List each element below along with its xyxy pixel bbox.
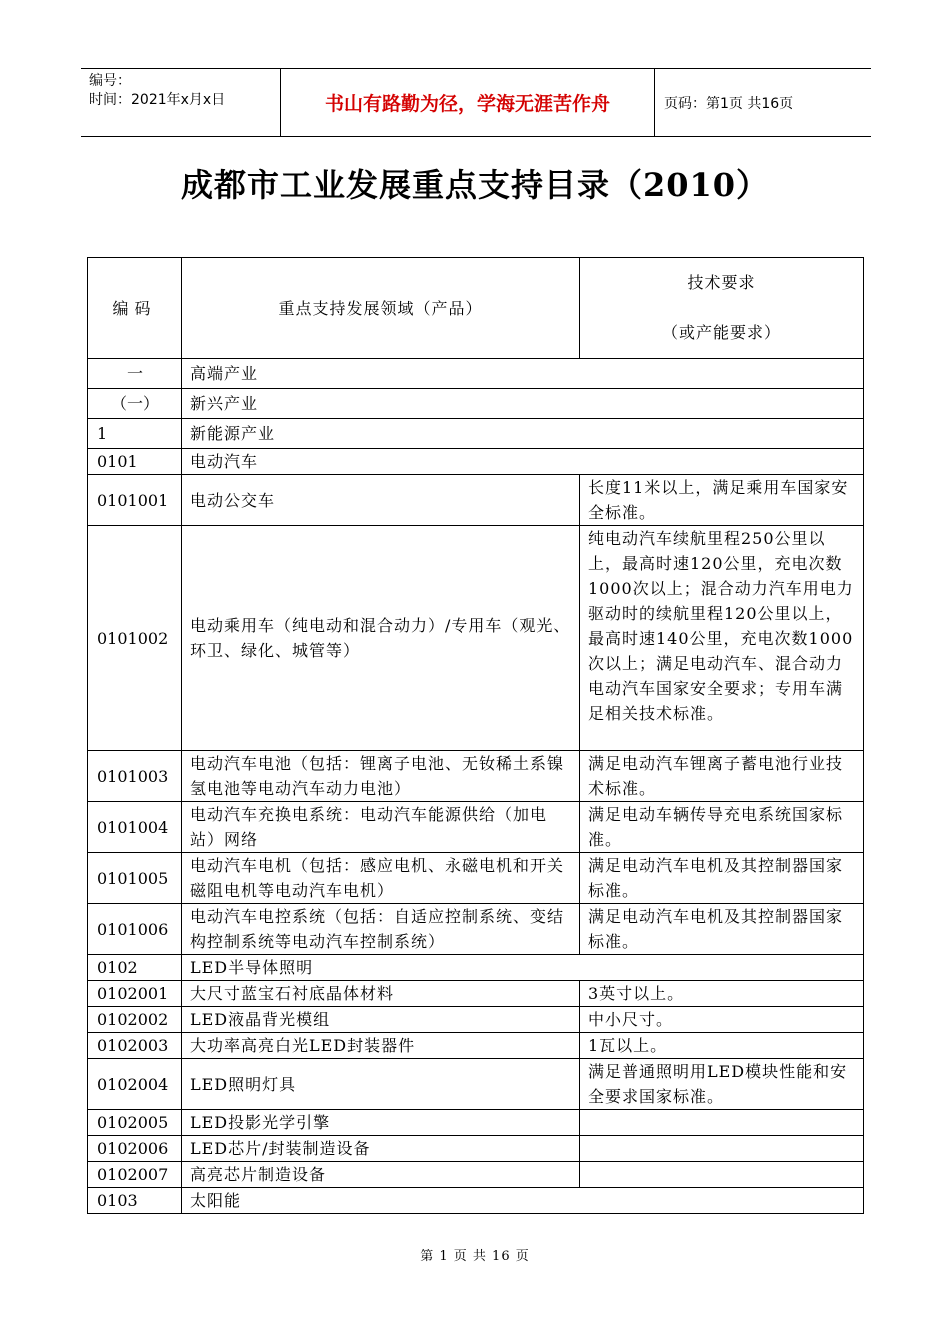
- row-name: 电动公交车: [182, 475, 580, 526]
- table-row: [88, 475, 864, 526]
- row-requirement: 满足电动汽车电机及其控制器国家标准。: [580, 904, 864, 955]
- header-page: 页码：第1页 共16页: [664, 95, 794, 112]
- row-code: 0102005: [88, 1110, 182, 1136]
- row-requirement: 满足电动汽车电机及其控制器国家标准。: [580, 853, 864, 904]
- row-requirement: 纯电动汽车续航里程250公里以上，最高时速120公里，充电次数1000次以上；混合动力汽车用电力驱动时的续航里程120公里以上，最高时速140公里，充电次数1000次以上；满足电动汽车、混合动力电动汽车国家安全要求；专用车满足相关技术标准。: [580, 526, 864, 751]
- row-name: 高亮芯片制造设备: [182, 1162, 580, 1188]
- row-code: 0102: [88, 955, 182, 981]
- row-code: 0101: [88, 449, 182, 475]
- row-name: LED液晶背光模组: [182, 1007, 580, 1033]
- support-catalog-table: [87, 257, 864, 1214]
- header-code: 编码: [88, 258, 182, 359]
- row-code: 0101006: [88, 904, 182, 955]
- table-row: [88, 1059, 864, 1110]
- table-header-row: [88, 258, 864, 359]
- row-requirement: [580, 1136, 864, 1162]
- row-code: （一）: [88, 389, 182, 419]
- table-row: [88, 419, 864, 449]
- row-name: 电动汽车充换电系统：电动汽车能源供给（加电站）网络: [182, 802, 580, 853]
- row-requirement: 长度11米以上，满足乘用车国家安全标准。: [580, 475, 864, 526]
- table-row: [88, 1162, 864, 1188]
- row-code: 1: [88, 419, 182, 449]
- row-name: LED芯片/封装制造设备: [182, 1136, 580, 1162]
- row-code: 0102007: [88, 1162, 182, 1188]
- row-requirement: 中小尺寸。: [580, 1007, 864, 1033]
- table-row: [88, 1033, 864, 1059]
- row-name: 电动汽车电池（包括：锂离子电池、无钕稀土系镍氢电池等电动汽车动力电池）: [182, 751, 580, 802]
- table-row: [88, 802, 864, 853]
- document-title: 成都市工业发展重点支持目录（2010）: [180, 166, 770, 204]
- table-row: [88, 449, 864, 475]
- row-name: LED照明灯具: [182, 1059, 580, 1110]
- row-name: 大功率高亮白光LED封装器件: [182, 1033, 580, 1059]
- row-requirement: 满足电动车辆传导充电系统国家标准。: [580, 802, 864, 853]
- header-info: [81, 69, 281, 136]
- table-row: [88, 526, 864, 751]
- table-row: [88, 853, 864, 904]
- header-motto: 书山有路勤为径，学海无涯苦作舟: [281, 69, 655, 136]
- table-row: [88, 1007, 864, 1033]
- page-footer: 第 1 页 共 16 页: [420, 1249, 530, 1264]
- row-code: 0101001: [88, 475, 182, 526]
- table-row: [88, 981, 864, 1007]
- row-code: 0102001: [88, 981, 182, 1007]
- row-name: LED投影光学引擎: [182, 1110, 580, 1136]
- row-name: 电动汽车电机（包括：感应电机、永磁电机和开关磁阻电机等电动汽车电机）: [182, 853, 580, 904]
- page-header: [81, 68, 871, 137]
- header-requirement: [580, 258, 864, 359]
- table-row: [88, 955, 864, 981]
- header-req-line1: 技术要求: [687, 273, 756, 292]
- row-requirement: 满足普通照明用LED模块性能和安全要求国家标准。: [580, 1059, 864, 1110]
- table-row: [88, 359, 864, 389]
- table-row: [88, 1188, 864, 1214]
- row-name: LED半导体照明: [182, 955, 864, 981]
- row-name: 高端产业: [182, 359, 864, 389]
- row-code: 0101005: [88, 853, 182, 904]
- row-name: 太阳能: [182, 1188, 864, 1214]
- header-field: 重点支持发展领域（产品）: [182, 258, 580, 359]
- row-code: 0101003: [88, 751, 182, 802]
- header-req-line2: （或产能要求）: [661, 323, 781, 342]
- row-requirement: 3英寸以上。: [580, 981, 864, 1007]
- table-row: [88, 904, 864, 955]
- row-code: 一: [88, 359, 182, 389]
- row-code: 0102002: [88, 1007, 182, 1033]
- row-code: 0103: [88, 1188, 182, 1214]
- table-row: [88, 1110, 864, 1136]
- row-name: 电动汽车: [182, 449, 864, 475]
- row-requirement: [580, 1162, 864, 1188]
- row-name: 电动乘用车（纯电动和混合动力）/专用车（观光、环卫、绿化、城管等）: [182, 526, 580, 751]
- row-requirement: 1瓦以上。: [580, 1033, 864, 1059]
- row-code: 0102006: [88, 1136, 182, 1162]
- row-name: 大尺寸蓝宝石衬底晶体材料: [182, 981, 580, 1007]
- table-row: [88, 1136, 864, 1162]
- row-name: 新兴产业: [182, 389, 864, 419]
- header-number: 编号：: [89, 73, 131, 89]
- row-name: 电动汽车电控系统（包括：自适应控制系统、变结构控制系统等电动汽车控制系统）: [182, 904, 580, 955]
- row-code: 0101002: [88, 526, 182, 751]
- row-code: 0101004: [88, 802, 182, 853]
- row-name: 新能源产业: [182, 419, 864, 449]
- header-date: 时间：2021年x月x日: [89, 92, 226, 108]
- table-row: [88, 389, 864, 419]
- row-code: 0102003: [88, 1033, 182, 1059]
- row-requirement: 满足电动汽车锂离子蓄电池行业技术标准。: [580, 751, 864, 802]
- row-requirement: [580, 1110, 864, 1136]
- table-row: [88, 751, 864, 802]
- row-code: 0102004: [88, 1059, 182, 1110]
